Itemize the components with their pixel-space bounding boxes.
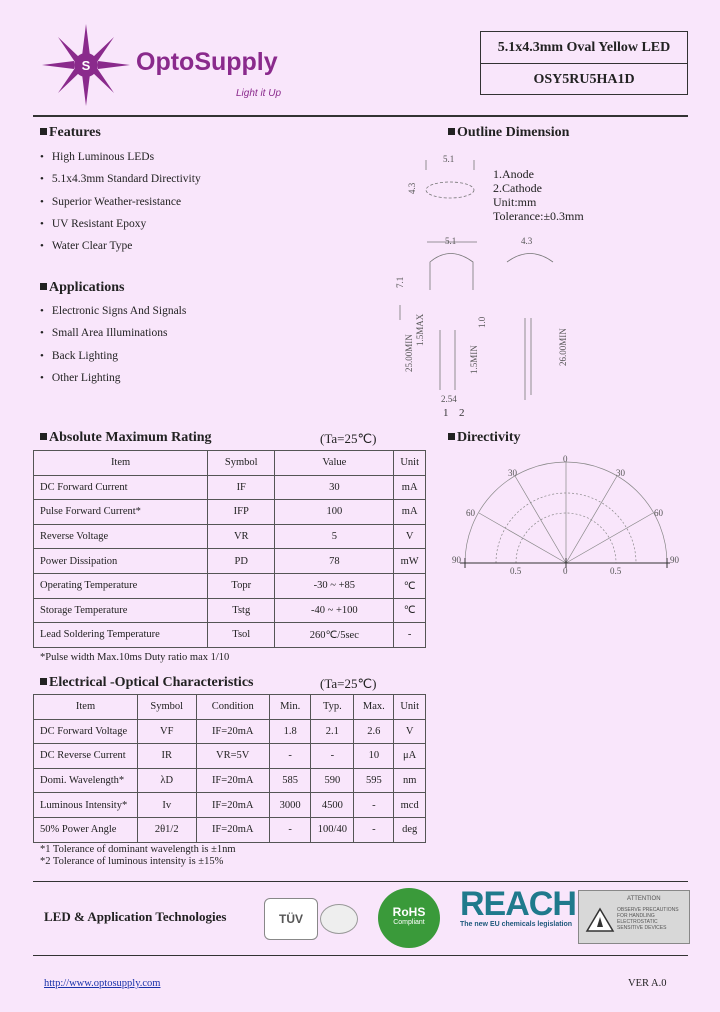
- table-cell: Tstg: [208, 598, 275, 623]
- tuv-text: TÜV: [279, 912, 303, 926]
- table-cell: ℃: [394, 573, 426, 598]
- rohs-sub-text: Compliant: [393, 919, 425, 926]
- dim-flange: 1.5MAX: [415, 313, 425, 346]
- table-cell: Topr: [208, 573, 275, 598]
- table-row: [34, 475, 426, 500]
- table-cell: ℃: [394, 598, 426, 623]
- table-row: [34, 524, 426, 549]
- abs-max-heading: Absolute Maximum Rating: [40, 430, 212, 446]
- table-cell: IF=20mA: [196, 793, 269, 818]
- column-header: Max.: [354, 695, 394, 720]
- table-row: [34, 817, 426, 842]
- dim-top-height: 4.3: [407, 182, 417, 194]
- table-row: [34, 573, 426, 598]
- column-header: Value: [275, 451, 394, 476]
- logo-star-icon: [40, 22, 140, 107]
- table-cell: 2θ1/2: [138, 817, 197, 842]
- dim-top-width: 5.1: [443, 154, 455, 164]
- list-item: • Other Lighting: [40, 371, 186, 393]
- table-cell: -: [394, 623, 426, 648]
- table-cell: mA: [394, 500, 426, 525]
- table-cell: 585: [269, 768, 311, 793]
- table-cell: -: [354, 817, 394, 842]
- table-cell: deg: [394, 817, 426, 842]
- footer-company: LED & Application Technologies: [44, 909, 227, 924]
- table-cell: mW: [394, 549, 426, 574]
- table-cell: DC Reverse Current: [34, 744, 138, 769]
- angle-label-90-left: 90: [452, 555, 461, 565]
- table-cell: Power Dissipation: [34, 549, 208, 574]
- table-cell: -: [354, 793, 394, 818]
- product-title: 5.1x4.3mm Oval Yellow LED: [481, 32, 687, 64]
- website-link[interactable]: http://www.optosupply.com: [44, 978, 161, 989]
- table-cell: Reverse Voltage: [34, 524, 208, 549]
- reach-sub-text: The new EU chemicals legislation: [460, 921, 573, 928]
- esd-warning-icon: [585, 907, 615, 933]
- table-cell: -40 ~ +100: [275, 598, 394, 623]
- table-cell: 4500: [311, 793, 354, 818]
- column-header: Unit: [394, 695, 426, 720]
- dim-lead-min: 1.5MIN: [469, 345, 479, 374]
- table-cell: 595: [354, 768, 394, 793]
- table-cell: -: [269, 744, 311, 769]
- table-cell: 78: [275, 549, 394, 574]
- dim-lead-length-right: 26.00MIN: [558, 328, 568, 366]
- dim-side-width: 4.3: [521, 236, 533, 246]
- table-cell: Lead Soldering Temperature: [34, 623, 208, 648]
- column-header: Symbol: [208, 451, 275, 476]
- table-cell: VF: [138, 719, 197, 744]
- reach-logo: [460, 885, 576, 937]
- table-cell: 2.6: [354, 719, 394, 744]
- logo: [40, 22, 300, 107]
- table-row: [34, 744, 426, 769]
- version: VER A.0: [628, 978, 667, 989]
- table-header-row: [34, 451, 426, 476]
- dim-lead-length-left: 25.00MIN: [404, 334, 414, 372]
- table-cell: IR: [138, 744, 197, 769]
- table-cell: VR=5V: [196, 744, 269, 769]
- column-header: Item: [34, 451, 208, 476]
- list-item: • Superior Weather-resistance: [40, 195, 201, 217]
- footer-divider-top: [33, 881, 688, 882]
- iecq-logo: [320, 904, 358, 934]
- note-tolerance: Tolerance:±0.3mm: [493, 209, 584, 223]
- table-cell: 100: [275, 500, 394, 525]
- dim-body-height: 7.1: [395, 276, 405, 288]
- note-anode: 1.Anode: [493, 167, 534, 181]
- table-cell: Tsol: [208, 623, 275, 648]
- table-row: [34, 549, 426, 574]
- angle-label-60-left: 60: [466, 508, 475, 518]
- table-cell: IF: [208, 475, 275, 500]
- table-cell: IFP: [208, 500, 275, 525]
- abs-max-table: [33, 450, 426, 648]
- header-divider: [33, 115, 688, 117]
- table-cell: IF=20mA: [196, 719, 269, 744]
- table-cell: Iv: [138, 793, 197, 818]
- table-cell: V: [394, 524, 426, 549]
- table-cell: Pulse Forward Current*: [34, 500, 208, 525]
- table-cell: mcd: [394, 793, 426, 818]
- table-row: [34, 500, 426, 525]
- table-cell: 10: [354, 744, 394, 769]
- table-cell: -30 ~ +85: [275, 573, 394, 598]
- table-row: [34, 793, 426, 818]
- outline-drawing: [385, 150, 585, 420]
- dim-pitch: 2.54: [441, 394, 457, 404]
- list-item: • Small Area Illuminations: [40, 326, 186, 348]
- table-cell: λD: [138, 768, 197, 793]
- eo-note-1: *1 Tolerance of dominant wavelength is ±1nm: [40, 844, 236, 855]
- features-list: [40, 150, 201, 261]
- attention-sub-text: OBSERVE PRECAUTIONS FOR HANDLING ELECTROSTATIC SENSITIVE DEVICES: [617, 907, 679, 931]
- eo-table: [33, 694, 426, 843]
- pin-2-label: 2: [459, 407, 465, 419]
- list-item: • Back Lighting: [40, 349, 186, 371]
- table-cell: 590: [311, 768, 354, 793]
- table-row: [34, 768, 426, 793]
- outline-heading: Outline Dimension: [448, 125, 569, 141]
- list-item: • Electronic Signs And Signals: [40, 304, 186, 326]
- angle-label-30-right: 30: [616, 468, 625, 478]
- part-number: OSY5RU5HA1D: [533, 71, 635, 87]
- table-cell: nm: [394, 768, 426, 793]
- dim-lead-thickness: 1.0: [477, 316, 487, 328]
- table-cell: μA: [394, 744, 426, 769]
- rohs-logo: [378, 888, 440, 948]
- abs-max-footnote: *Pulse width Max.10ms Duty ratio max 1/10: [40, 652, 230, 663]
- title-box: [480, 31, 688, 95]
- scale-label-right: 0.5: [610, 566, 622, 576]
- list-item: • 5.1x4.3mm Standard Directivity: [40, 172, 201, 194]
- list-item: • UV Resistant Epoxy: [40, 217, 201, 239]
- list-item: • High Luminous LEDs: [40, 150, 201, 172]
- table-cell: 5: [275, 524, 394, 549]
- table-row: [34, 598, 426, 623]
- table-cell: Storage Temperature: [34, 598, 208, 623]
- column-header: Min.: [269, 695, 311, 720]
- table-cell: 260℃/5sec: [275, 623, 394, 648]
- reach-text: REACH: [460, 885, 576, 923]
- table-header-row: [34, 695, 426, 720]
- list-item: • Water Clear Type: [40, 239, 201, 261]
- table-row: [34, 719, 426, 744]
- table-cell: 1.8: [269, 719, 311, 744]
- table-cell: Domi. Wavelength*: [34, 768, 138, 793]
- footer-divider-bottom: [33, 955, 688, 956]
- attention-text: ATTENTION: [627, 896, 661, 902]
- pin-1-label: 1: [443, 407, 449, 419]
- table-cell: -: [269, 817, 311, 842]
- table-cell: DC Forward Current: [34, 475, 208, 500]
- table-cell: 30: [275, 475, 394, 500]
- table-row: [34, 623, 426, 648]
- angle-label-0: 0: [563, 454, 568, 464]
- column-header: Typ.: [311, 695, 354, 720]
- brand-name: OptoSupply: [136, 48, 278, 76]
- eo-note-2: *2 Tolerance of luminous intensity is ±15%: [40, 856, 224, 867]
- note-cathode: 2.Cathode: [493, 181, 542, 195]
- angle-label-90-right: 90: [670, 555, 679, 565]
- table-cell: 100/40: [311, 817, 354, 842]
- directivity-chart: [450, 450, 680, 580]
- table-cell: -: [311, 744, 354, 769]
- eo-heading: Electrical -Optical Characteristics: [40, 675, 253, 691]
- table-cell: IF=20mA: [196, 817, 269, 842]
- table-cell: 3000: [269, 793, 311, 818]
- column-header: Symbol: [138, 695, 197, 720]
- applications-heading: Applications: [40, 280, 124, 296]
- table-cell: Operating Temperature: [34, 573, 208, 598]
- rohs-text: RoHS: [392, 905, 426, 919]
- table-cell: V: [394, 719, 426, 744]
- eo-condition: (Ta=25℃): [320, 676, 377, 691]
- svg-text:S: S: [81, 58, 91, 73]
- table-cell: 50% Power Angle: [34, 817, 138, 842]
- esd-attention-logo: [578, 890, 690, 944]
- brand-tagline: Light it Up: [236, 88, 282, 99]
- directivity-heading: Directivity: [448, 430, 521, 446]
- table-cell: Luminous Intensity*: [34, 793, 138, 818]
- column-header: Condition: [196, 695, 269, 720]
- applications-list: [40, 304, 186, 393]
- table-cell: mA: [394, 475, 426, 500]
- column-header: Unit: [394, 451, 426, 476]
- angle-label-30-left: 30: [508, 468, 517, 478]
- note-unit: Unit:mm: [493, 195, 537, 209]
- table-cell: 2.1: [311, 719, 354, 744]
- table-cell: DC Forward Voltage: [34, 719, 138, 744]
- scale-label-left: 0.5: [510, 566, 522, 576]
- tuv-logo: [264, 898, 318, 940]
- column-header: Item: [34, 695, 138, 720]
- eo-notes: [40, 844, 236, 868]
- angle-label-60-right: 60: [654, 508, 663, 518]
- scale-label-center: 0: [563, 566, 568, 576]
- table-cell: VR: [208, 524, 275, 549]
- table-cell: PD: [208, 549, 275, 574]
- abs-max-condition: (Ta=25℃): [320, 431, 377, 446]
- features-heading: Features: [40, 125, 101, 141]
- table-cell: IF=20mA: [196, 768, 269, 793]
- dim-front-width: 5.1: [445, 236, 457, 246]
